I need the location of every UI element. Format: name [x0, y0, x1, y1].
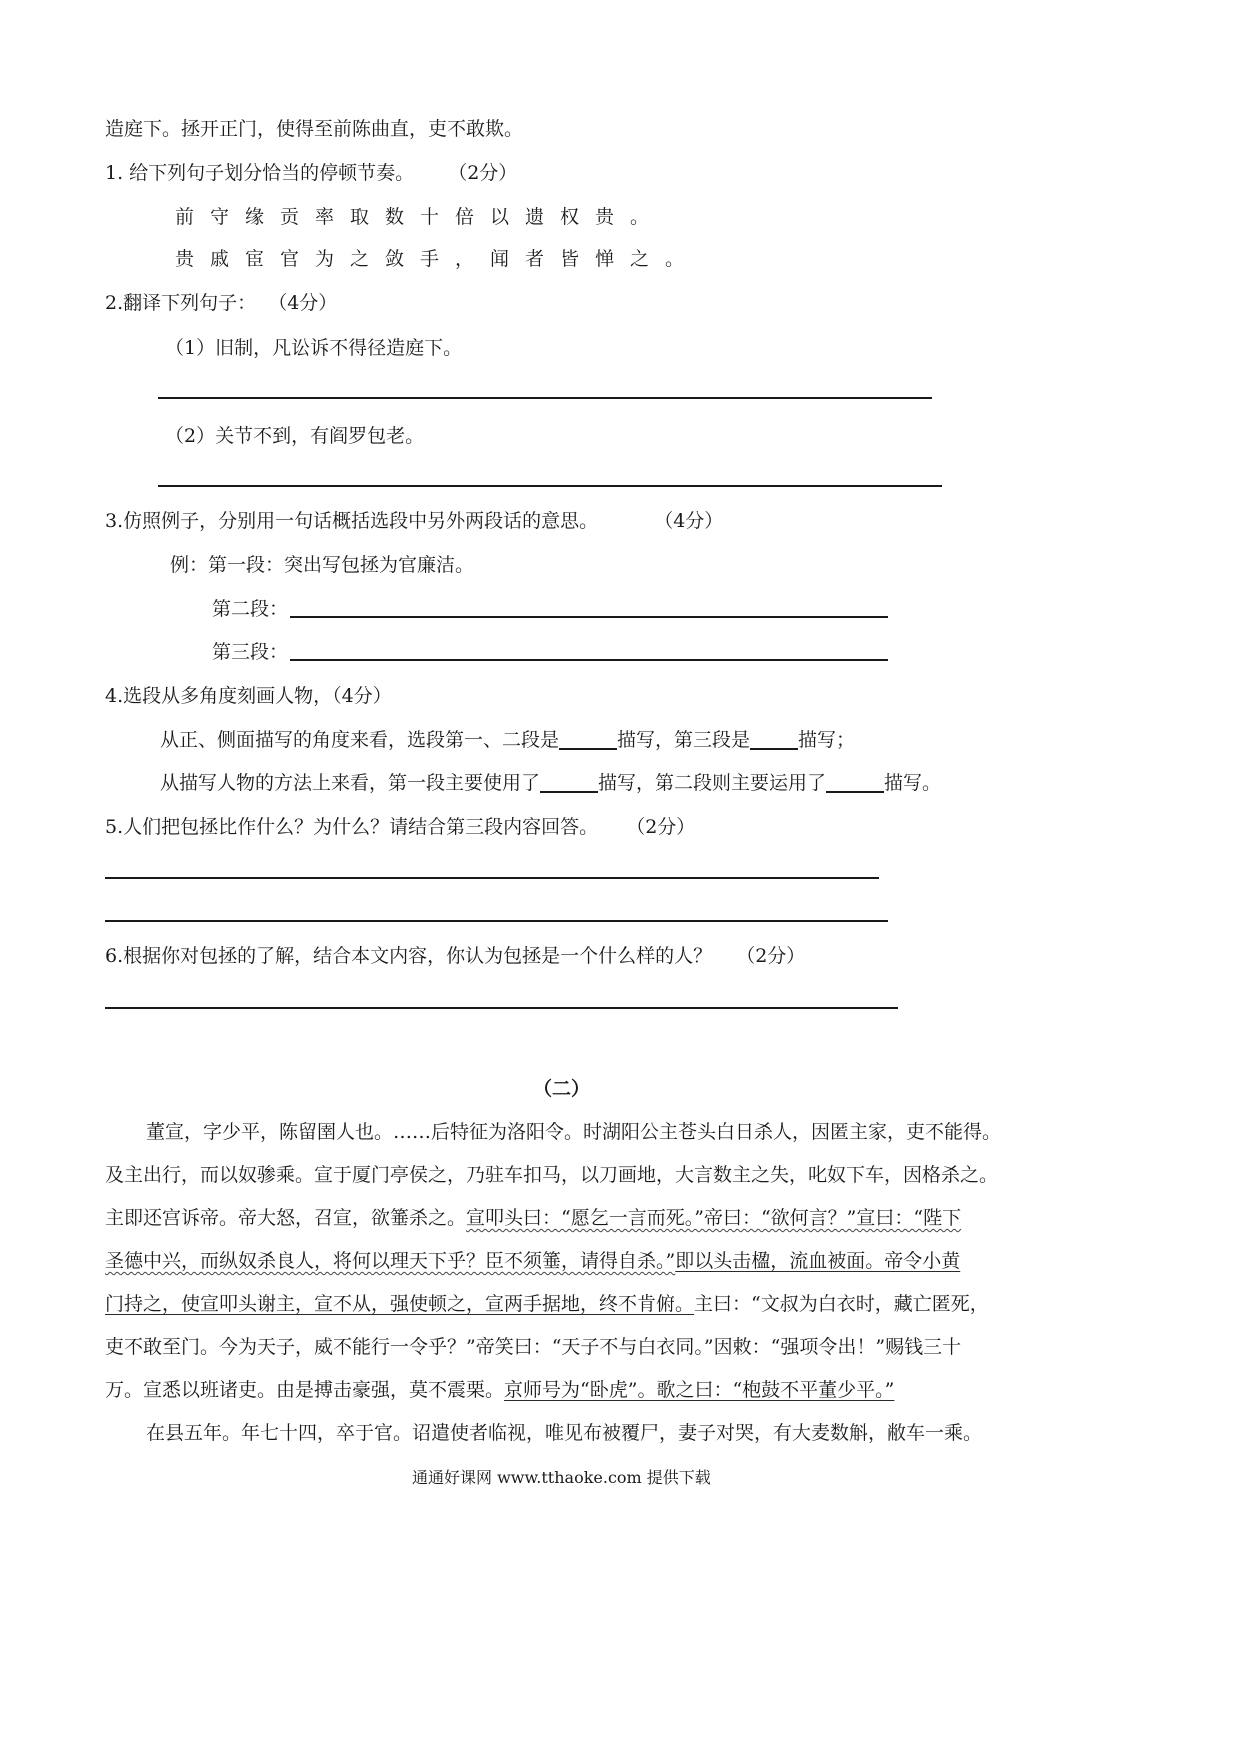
question-4-text: 从描写人物的方法上来看，第一段主要使用了 [160, 772, 541, 794]
section-2-title: （二） [533, 1078, 591, 1100]
passage-text: 主曰：“文叔为白衣时，藏亡匿死， [694, 1293, 989, 1315]
question-4-line-2 [160, 770, 941, 796]
passage-line [105, 1377, 894, 1403]
question-3-stem: 3.仿照例子，分别用一句话概括选段中另外两段话的意思。 [105, 510, 599, 532]
question-4-text: 描写，第二段则主要运用了 [598, 772, 827, 794]
question-1 [105, 160, 517, 186]
question-2-item-1: （1）旧制，凡讼诉不得径造庭下。 [165, 337, 463, 359]
blank [750, 730, 798, 750]
passage-text: 万。宣悉以班诸吏。由是搏击豪强，莫不震栗。 [105, 1379, 505, 1401]
question-2-stem: 2.翻译下列句子： [105, 292, 257, 314]
page-footer: 通通好课网 www.tthaoke.com 提供下载 [412, 1468, 711, 1487]
underlined-text: 京师号为“卧虎”。歌之曰：“枹鼓不平董少平。” [504, 1379, 895, 1401]
question-4-stem: 4.选段从多角度刻画人物，（4分） [105, 685, 392, 707]
answer-line [158, 485, 942, 487]
question-3 [105, 508, 723, 534]
underlined-text: 圣德中兴，而纵奴杀良人，将何以理天下乎？臣不须箠，请得自杀。” [105, 1250, 676, 1272]
blank [559, 730, 617, 750]
passage-line: 在县五年。年七十四，卒于官。诏遣使者临视，唯见布被覆尸，妻子对哭，有大麦数斛，敝车一乘。 [146, 1422, 983, 1444]
underlined-text: 即以头击楹，流血被面。帝令小黄 [675, 1250, 961, 1272]
question-3-para-3-label: 第三段： [212, 641, 289, 663]
question-4-line-1 [160, 727, 855, 753]
passage-line [105, 1205, 961, 1231]
passage-line: 董宣，字少平，陈留圉人也。……后特征为洛阳令。时湖阳公主苍头白日杀人，因匿主家，吏不能得。 [146, 1121, 1002, 1143]
passage-line [105, 1291, 989, 1317]
blank [540, 773, 598, 793]
question-5-stem: 5.人们把包拯比作什么？为什么？请结合第三段内容回答。 [105, 816, 599, 838]
question-5 [105, 814, 695, 840]
question-6-stem: 6.根据你对包拯的了解，结合本文内容，你认为包拯是一个什么样的人？ [105, 945, 713, 967]
question-4-text: 描写，第三段是 [617, 729, 751, 751]
underlined-text: 门持之，使宣叩头谢主，宣不从，强使顿之，宣两手据地，终不肯俯。 [105, 1293, 695, 1315]
question-3-score: （4分） [654, 510, 724, 532]
answer-line [105, 877, 879, 879]
answer-line [105, 920, 888, 922]
answer-line [290, 659, 888, 661]
question-1-sentence-1: 前守缘贡率取数十倍以遗权贵。 [175, 206, 666, 228]
question-5-score: （2分） [626, 816, 696, 838]
passage-line: 及主出行，而以奴骖乘。宣于厦门亭侯之，乃驻车扣马，以刀画地，大言数主之失，叱奴下车，因格杀之。 [105, 1164, 999, 1186]
question-4-text: 描写。 [884, 772, 942, 794]
question-1-stem: 1. 给下列句子划分恰当的停顿节奏。 [105, 162, 415, 184]
answer-line [158, 397, 932, 399]
question-2 [105, 290, 337, 316]
answer-line [105, 1007, 898, 1009]
question-1-sentence-2: 贵戚宦官为之敛手，闻者皆惮之。 [175, 248, 701, 270]
underlined-text: 宣叩头曰：“愿乞一言而死。”帝曰：“欲何言？”宣曰：“陛下 [466, 1207, 962, 1229]
blank [826, 773, 884, 793]
question-4-text: 从正、侧面描写的角度来看，选段第一、二段是 [160, 729, 560, 751]
question-3-example: 例：第一段：突出写包拯为官廉洁。 [170, 554, 475, 576]
answer-line [290, 616, 888, 618]
question-3-para-2-label: 第二段： [212, 598, 289, 620]
question-4-text: 描写； [798, 729, 856, 751]
passage-end: 造庭下。拯开正门，使得至前陈曲直，吏不敢欺。 [105, 118, 524, 140]
passage-text: 主即还宫诉帝。帝大怒，召宣，欲箠杀之。 [105, 1207, 467, 1229]
question-2-score: （4分） [268, 292, 338, 314]
passage-line [105, 1248, 960, 1274]
passage-line: 吏不敢至门。今为天子，威不能行一令乎？”帝笑曰：“天子不与白衣同。”因敕：“强项令出！”赐钱三十 [105, 1336, 962, 1358]
question-6 [105, 943, 805, 969]
question-2-item-2: （2）关节不到，有阎罗包老。 [165, 425, 425, 447]
question-6-score: （2分） [736, 945, 806, 967]
question-1-score: （2分） [448, 162, 518, 184]
